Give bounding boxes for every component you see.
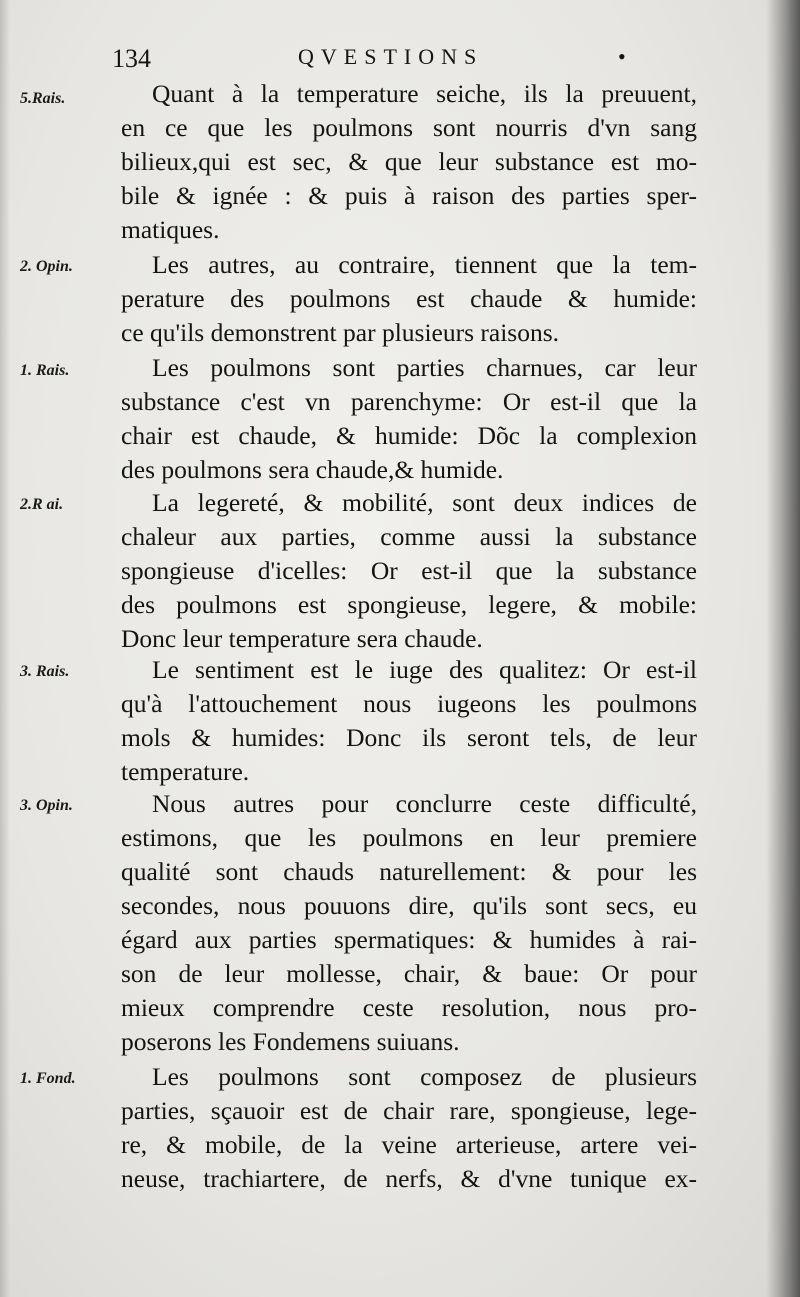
text-line: poserons les Fondemens suiuans. <box>121 1027 460 1056</box>
text-line: estimons, que les poulmons en leur premiere <box>121 823 697 852</box>
ornament-dot: • <box>618 44 626 69</box>
text-line: chair est chaude, & humide: Dõc la complexion <box>121 421 697 450</box>
text-line: des poulmons est spongieuse, legere, & mobile: <box>121 590 697 619</box>
text-line: des poulmons sera chaude,& humide. <box>121 455 504 484</box>
page-left-edge-shadow <box>0 0 10 1297</box>
text-line: La legereté, & mobilité, sont deux indices de <box>152 488 697 517</box>
margin-note: 3. Rais. <box>20 663 70 680</box>
text-line: temperature. <box>121 757 250 786</box>
text-line: Quant à la temperature seiche, ils la preuuent, <box>152 79 697 108</box>
text-line: son de leur mollesse, chair, & baue: Or pour <box>121 959 697 988</box>
text-line: qu'à l'attouchement nous iugeons les poulmons <box>121 689 697 718</box>
text-line: secondes, nous pouuons dire, qu'ils sont secs, eu <box>121 891 697 920</box>
text-line: Les poulmons sont parties charnues, car leur <box>152 353 697 382</box>
text-line: matiques. <box>121 215 220 244</box>
text-line: Donc leur temperature sera chaude. <box>121 624 483 653</box>
page-header <box>112 44 652 78</box>
text-line: parties, sçauoir est de chair rare, spongieuse, lege- <box>121 1096 697 1125</box>
margin-note: 3. Opin. <box>20 797 73 814</box>
margin-note: 2.R ai. <box>20 496 64 513</box>
page-number: 134 <box>112 44 151 73</box>
text-line: neuse, trachiartere, de nerfs, & d'vne tunique ex- <box>121 1164 697 1193</box>
text-line: qualité sont chauds naturellement: & pour les <box>121 857 697 886</box>
text-line: chaleur aux parties, comme aussi la substance <box>121 522 697 551</box>
text-line: égard aux parties spermatiques: & humides à rai- <box>121 925 697 954</box>
text-line: en ce que les poulmons sont nourris d'vn sang <box>121 113 697 142</box>
page-right-edge-shadow <box>766 0 800 1297</box>
text-line: Les autres, au contraire, tiennent que la tem- <box>152 250 697 279</box>
text-line: mols & humides: Donc ils seront tels, de leur <box>121 723 697 752</box>
margin-note: 1. Rais. <box>20 362 70 379</box>
running-title: QVESTIONS <box>298 44 484 69</box>
text-line: spongieuse d'icelles: Or est-il que la substance <box>121 556 697 585</box>
text-line: mieux comprendre ceste resolution, nous pro- <box>121 993 697 1022</box>
margin-note: 5.Rais. <box>20 90 66 107</box>
text-line: substance c'est vn parenchyme: Or est-il que la <box>121 387 697 416</box>
text-line: bilieux,qui est sec, & que leur substance est mo- <box>121 147 697 176</box>
text-line: re, & mobile, de la veine arterieuse, artere vei- <box>121 1130 697 1159</box>
text-line: Nous autres pour conclurre ceste difficulté, <box>152 789 697 818</box>
text-line: Les poulmons sont composez de plusieurs <box>152 1062 697 1091</box>
margin-note: 2. Opin. <box>20 258 73 275</box>
text-line: bile & ignée : & puis à raison des parties sper- <box>121 181 697 210</box>
margin-note: 1. Fond. <box>20 1070 76 1087</box>
text-line: Le sentiment est le iuge des qualitez: Or est-il <box>152 655 697 684</box>
text-line: perature des poulmons est chaude & humide: <box>121 284 697 313</box>
text-line: ce qu'ils demonstrent par plusieurs raisons. <box>121 318 560 347</box>
